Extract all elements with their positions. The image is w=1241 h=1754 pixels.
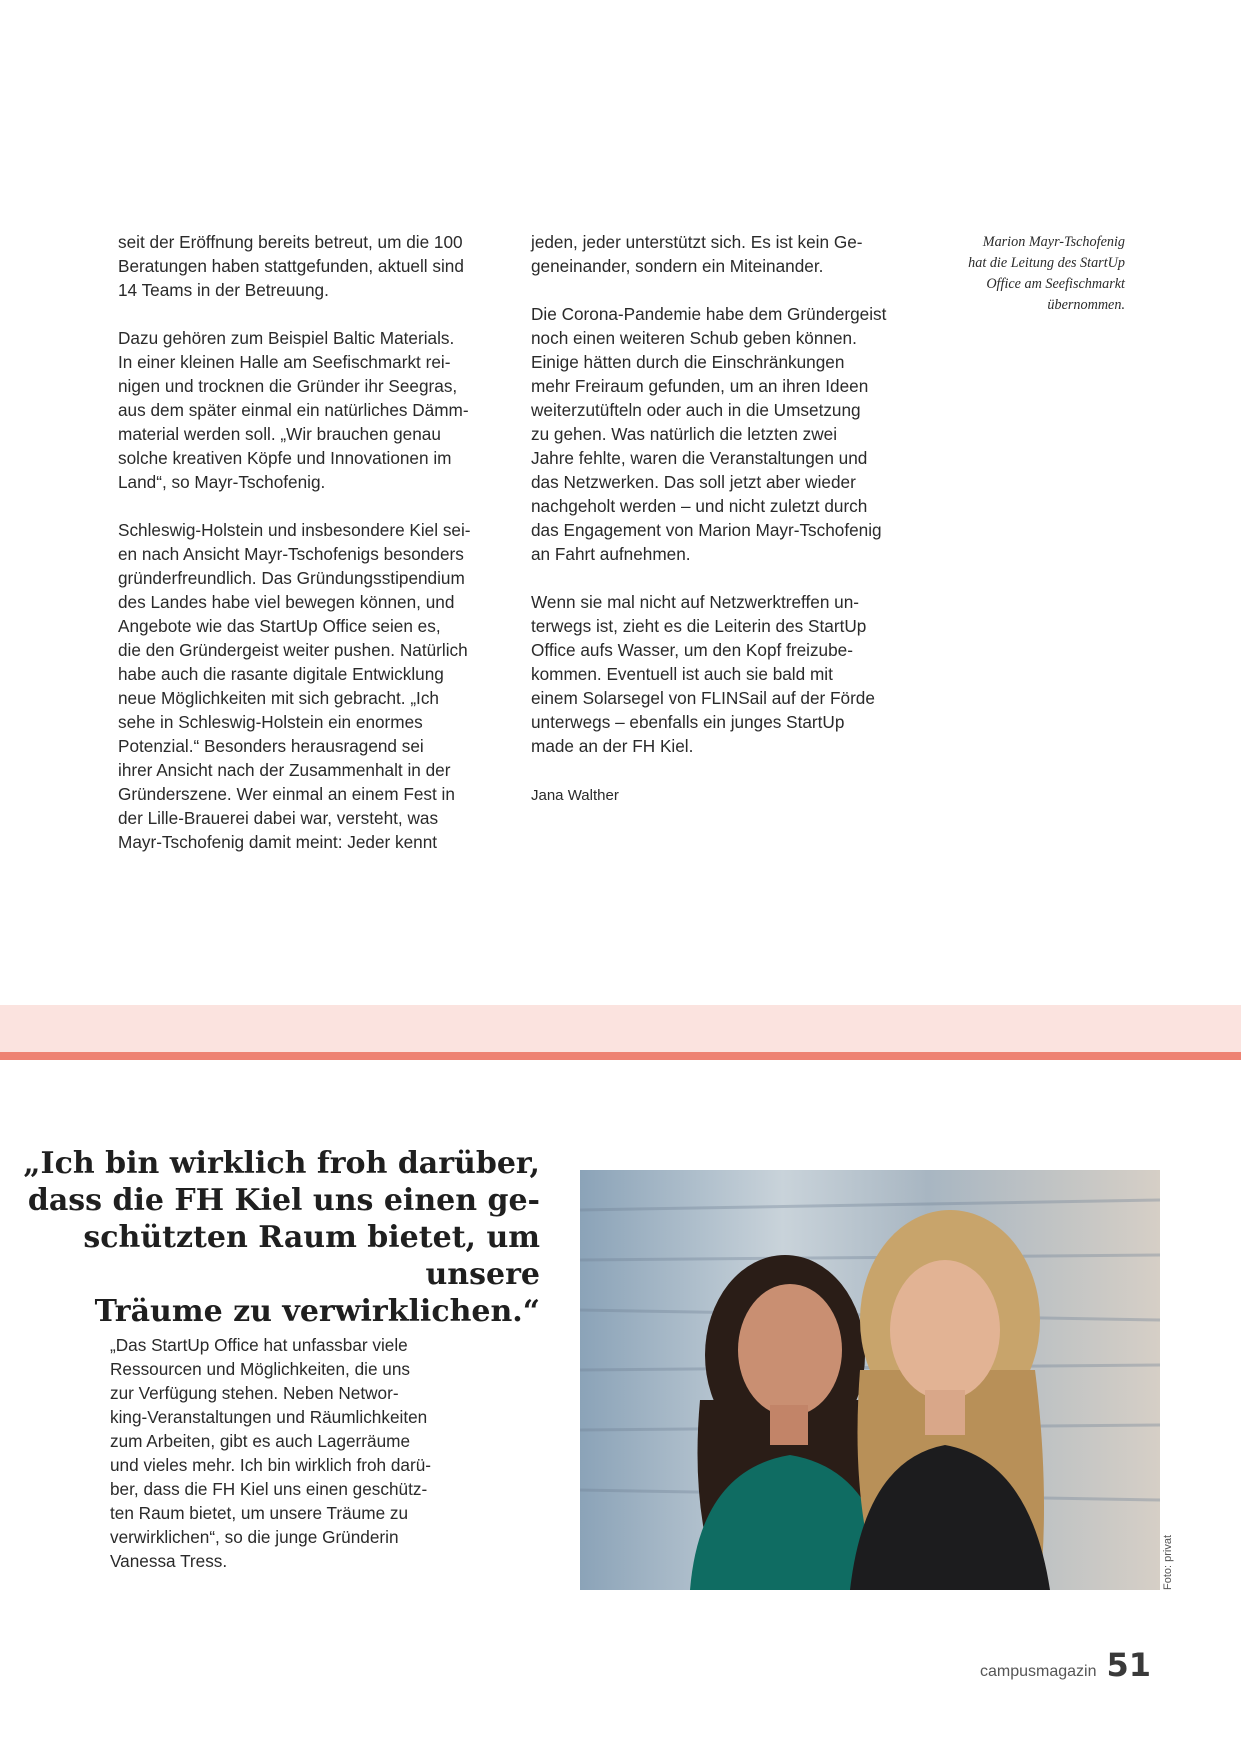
page-number: 51 (1106, 1646, 1151, 1684)
page-footer (980, 1646, 1151, 1686)
paragraph: Die Corona-Pandemie habe dem Gründergeist noch einen weiteren Schub geben können. Einige hätten durch die Einschränkungen mehr Freiraum gefunden, um an ihren Ideen weiterzutüfteln oder auch in die Umsetzung zu gehen. Was natürlich die letzten zwei Jahre fehlte, waren die Veranstaltungen und das Netzwerken. Das soll jetzt aber wieder nachgeholt werden – und nicht zuletzt durch das Engagement von Marion Mayr-Tschofenig an Fahrt aufnehmen. (531, 304, 887, 564)
article-column-1 (118, 230, 508, 878)
section-divider-line (0, 1052, 1241, 1060)
image-caption: Marion Mayr-Tschofenig hat die Leitung des StartUp Office am Seefischmarkt übernommen. (968, 234, 1125, 313)
paragraph: jeden, jeder unterstützt sich. Es ist kein Ge- geneinander, sondern ein Miteinander. (531, 232, 863, 276)
magazine-name: campusmagazin (979, 1663, 1097, 1680)
founders-photo (580, 1170, 1160, 1590)
author-byline: Jana Walther (531, 787, 619, 804)
paragraph: Schleswig-Holstein und insbesondere Kiel sei- en nach Ansicht Mayr-Tschofenigs besonders gründerfreundlich. Das Gründungsstipendium des Landes habe viel bewegen können, und Angebote wie das StartUp Office seien es, die den Gründergeist weiter pushen. Natürlich habe auch die rasante digitale Entwicklung neue Möglichkeiten mit sich gebracht. „Ich sehe in Schleswig-Holstein ein enormes Potenzial.“ Besonders herausragend sei ihrer Ansicht nach der Zusammenhalt in der Gründerszene. Wer einmal an einem Fest in der Lille-Brauerei dabei war, versteht, was Mayr-Tschofenig damit meint: Jeder kennt (118, 520, 471, 852)
photo-credit: Foto: privat (1162, 1534, 1174, 1590)
paragraph: Dazu gehören zum Beispiel Baltic Materials. In einer kleinen Halle am Seefischmarkt rei- nigen und trocknen die Gründer ihr Seegras, aus dem später einmal ein natürliches Dämm- material werden soll. „Wir brauchen genau solche kreativen Köpfe und Innovationen im Land“, so Mayr-Tschofenig. (118, 328, 469, 492)
paragraph: seit der Eröffnung bereits betreut, um die 100 Beratungen haben stattgefunden, aktuell sind 14 Teams in der Betreuung. (118, 232, 464, 300)
quote-body-text: „Das StartUp Office hat unfassbar viele Ressourcen und Möglichkeiten, die uns zur Verfügung stehen. Neben Networ- king-Veranstaltungen und Räumlichkeiten zum Arbeiten, gibt es auch Lagerräume und vieles mehr. Ich bin wirklich froh darü- ber, dass die FH Kiel uns einen geschütz- ten Raum bietet, um unsere Träume zu verwirklichen“, so die junge Gründerin Vanessa Tress. (110, 1335, 431, 1571)
article-column-2 (531, 230, 921, 808)
pull-quote: „Ich bin wirklich froh darüber, dass die FH Kiel uns einen ge- schützten Raum bietet, um unsere Träume zu verwirklichen.“ (23, 1146, 540, 1329)
paragraph: Wenn sie mal nicht auf Netzwerktreffen un- terwegs ist, zieht es die Leiterin des StartUp Office aufs Wasser, um den Kopf freizube- kommen. Eventuell ist auch sie bald mit einem Solarsegel von FLINSail auf der Förde unterwegs – ebenfalls ein junges StartUp made an der FH Kiel. (531, 592, 875, 756)
section-divider-band (0, 1005, 1241, 1052)
